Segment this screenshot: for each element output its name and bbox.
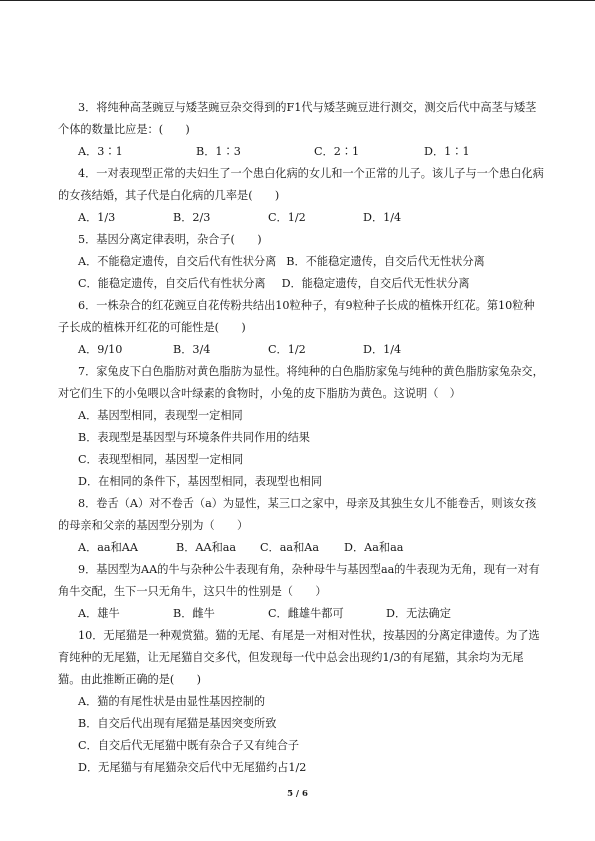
option-a: A．9/10: [78, 343, 123, 356]
option-d: D．无法确定: [386, 607, 451, 620]
option-c: C．1/2: [268, 343, 306, 356]
question-stem: 5．基因分离定律表明，杂合子( ): [78, 233, 262, 246]
options-row: [58, 251, 544, 273]
options-row: [58, 603, 544, 625]
option-a: A．3∶1: [78, 145, 123, 158]
option-d: D．在相同的条件下，基因型相同，表现型也相同: [78, 475, 322, 488]
option-b: B．1∶3: [196, 145, 241, 158]
option-b: B．AA和aa: [176, 541, 237, 554]
option-d: D．Aa和aa: [344, 541, 404, 554]
options-row: [58, 141, 544, 163]
question-stem: 10．无尾猫是一种观赏猫。猫的无尾、有尾是一对相对性状，按基因的分离定律遗传。为了选育纯种的无尾猫，让无尾猫自交多代，但发现每一代中总会出现约1/3的有尾猫，其余均为无尾猫。由此推断正确的是( ): [58, 629, 540, 686]
options-row: [58, 273, 544, 295]
option-b: B．3/4: [173, 343, 211, 356]
option-d: D．能稳定遗传，自交后代无性状分离: [281, 277, 470, 290]
option-a: A．aa和AA: [78, 541, 138, 554]
question-stem: 4．一对表现型正常的夫妇生了一个患白化病的女儿和一个正常的儿子。该儿子与一个患白化病的女孩结婚，其子代是白化病的几率是( ): [58, 167, 544, 202]
question-6: [58, 295, 544, 361]
option-a: A．1/3: [78, 211, 116, 224]
option-c: C．能稳定遗传，自交后代有性状分离: [78, 277, 266, 290]
option-a: A．猫的有尾性状是由显性基因控制的: [78, 695, 266, 708]
option-c: C．2∶1: [314, 145, 360, 158]
option-b: B．表现型是基因型与环境条件共同作用的结果: [78, 431, 310, 444]
question-list: [58, 97, 544, 779]
question-5: [58, 229, 544, 295]
option-b: B．2/3: [173, 211, 211, 224]
options-row: [58, 339, 544, 361]
question-9: [58, 559, 544, 625]
options-row: [58, 207, 544, 229]
option-d: D．无尾猫与有尾猫杂交后代中无尾猫约占1/2: [78, 761, 307, 774]
option-d: D．1/4: [363, 211, 402, 224]
option-c: C．1/2: [268, 211, 306, 224]
option-d: D．1/4: [363, 343, 402, 356]
question-7: [58, 361, 544, 493]
question-stem: 6．一株杂合的红花豌豆自花传粉共结出10粒种子，有9粒种子长成的植株开红花。第10粒种子长成的植株开红花的可能性是( ): [58, 299, 535, 334]
question-4: [58, 163, 544, 229]
option-a: A．不能稳定遗传，自交后代有性状分离: [78, 255, 277, 268]
question-8: [58, 493, 544, 559]
option-c: C．雌雄牛都可: [268, 607, 344, 620]
option-b: B．自交后代出现有尾猫是基因突变所致: [78, 717, 277, 730]
option-d: D．1∶1: [424, 145, 470, 158]
question-stem: 3．将纯种高茎豌豆与矮茎豌豆杂交得到的F1代与矮茎豌豆进行测交，测交后代中高茎与矮茎个体的数量比应是：( ): [58, 101, 537, 136]
question-stem: 7．家兔皮下白色脂肪对黄色脂肪为显性。将纯种的白色脂肪家兔与纯种的黄色脂肪家兔杂交，对它们生下的小兔喂以含叶绿素的食物时，小兔的皮下脂肪为黄色。这说明（ ）: [58, 365, 544, 400]
option-c: C．表现型相同，基因型一定相同: [78, 453, 244, 466]
option-c: C．aa和Aa: [260, 541, 320, 554]
option-a: A．雄牛: [78, 607, 120, 620]
question-10: [58, 625, 544, 779]
top-rule: [0, 0, 595, 1]
option-b: B．雌牛: [173, 607, 215, 620]
option-c: C．自交后代无尾猫中既有杂合子又有纯合子: [78, 739, 300, 752]
question-3: [58, 97, 544, 163]
options-row: [58, 537, 544, 559]
question-stem: 8．卷舌（A）对不卷舌（a）为显性，某三口之家中，母亲及其独生女儿不能卷舌，则该女孩的母亲和父亲的基因型分别为（ ）: [58, 497, 537, 532]
option-a: A．基因型相同，表现型一定相同: [78, 409, 243, 422]
option-b: B．不能稳定遗传，自交后代无性状分离: [286, 255, 485, 268]
question-stem: 9．基因型为AA的牛与杂种公牛表现有角，杂种母牛与基因型aa的牛表现为无角，现有一对有角牛交配，生下一只无角牛，这只牛的性别是（ ）: [58, 563, 540, 598]
page-number: 5 / 6: [287, 789, 308, 799]
